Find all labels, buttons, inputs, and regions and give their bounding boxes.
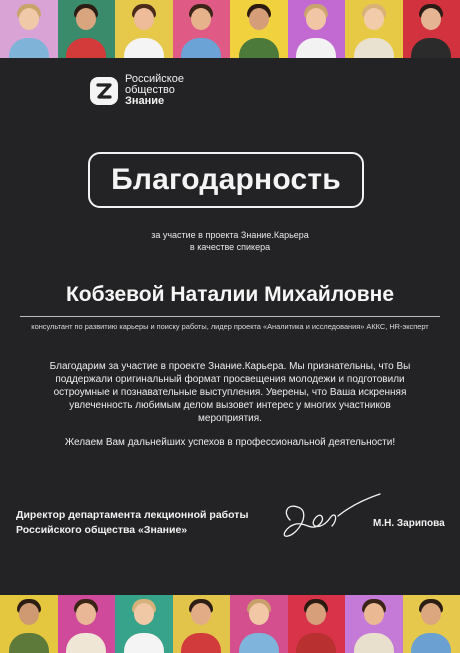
- name-underline: [20, 316, 440, 317]
- portrait-photo: [288, 0, 346, 58]
- certificate-title-frame: [88, 152, 364, 208]
- certificate-title: Благодарность: [111, 163, 341, 196]
- portrait-photo: [288, 595, 346, 653]
- portrait-photo: [58, 595, 116, 653]
- portrait-photo: [0, 595, 58, 653]
- top-photo-strip: [0, 0, 460, 58]
- portrait-photo: [403, 0, 460, 58]
- portrait-photo: [173, 595, 231, 653]
- org-name-line1: Российское: [125, 73, 184, 85]
- org-logo: [90, 74, 184, 107]
- signature-image: [276, 490, 386, 557]
- bottom-photo-strip: [0, 595, 460, 653]
- portrait-photo: [115, 0, 173, 58]
- portrait-photo: [403, 595, 460, 653]
- director-line1: Директор департамента лекционной работы: [16, 509, 249, 521]
- org-name-line2: общество: [125, 84, 175, 96]
- recipient-position: консультант по развитию карьеры и поиску работы, лидер проекта «Аналитика и исследования» АККС, HR-эксперт: [31, 322, 429, 331]
- subtitle-line1: за участие в проекта Знание.Карьера: [151, 230, 309, 240]
- org-name: [125, 74, 184, 107]
- portrait-photo: [230, 0, 288, 58]
- portrait-photo: [345, 0, 403, 58]
- portrait-photo: [58, 0, 116, 58]
- portrait-photo: [230, 595, 288, 653]
- subtitle-line2: в качестве спикера: [189, 242, 271, 252]
- wish-text: Желаем Вам дальнейших успехов в профессиональной деятельности!: [64, 437, 396, 448]
- signer-name: М.Н. Зарипова: [373, 518, 445, 529]
- portrait-photo: [115, 595, 173, 653]
- portrait-photo: [345, 595, 403, 653]
- recipient-name: Кобзевой Наталии Михайловне: [65, 283, 395, 306]
- portrait-photo: [0, 0, 58, 58]
- org-name-line3: Знание: [125, 95, 165, 107]
- znanie-logo-icon: [90, 77, 118, 105]
- director-line2: Российского общества «Знание»: [16, 524, 188, 536]
- portrait-photo: [173, 0, 231, 58]
- director-title: [16, 508, 248, 538]
- gratitude-text: Благодарим за участие в проекте Знание.Карьера. Мы признательны, что Вы поддержали оригинальный формат просвещения молодежи и подготовили остроумные и познавательные выступления. Уверены, что Ваша искренняя увлеченность любимым делом вызовет интерес у многих участников мероприятия.: [49, 361, 411, 424]
